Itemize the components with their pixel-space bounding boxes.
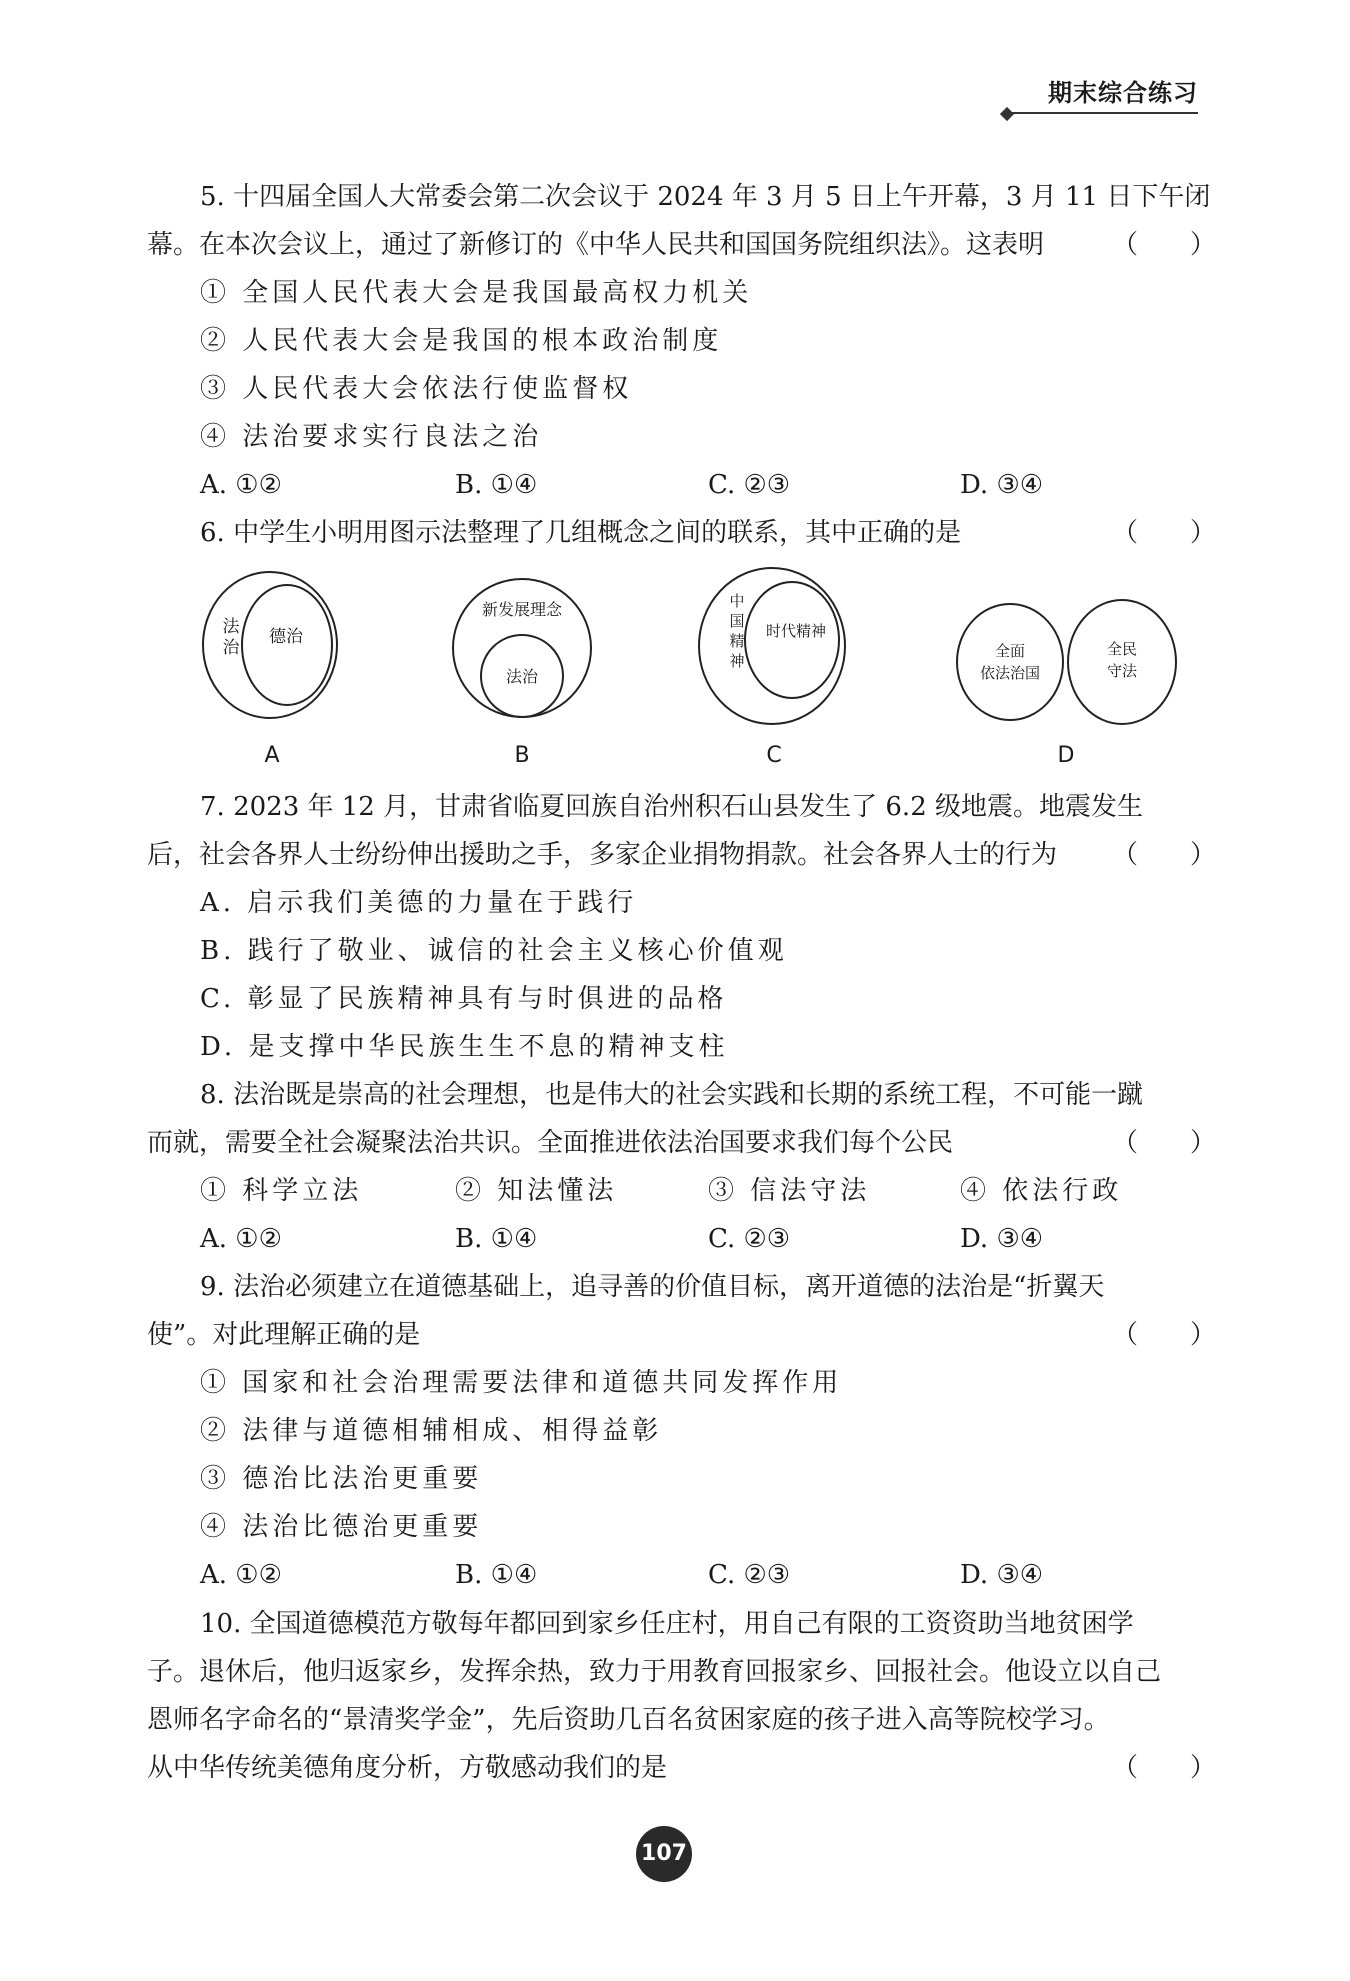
- q8-item-4: ④ 依法行政: [960, 1176, 1123, 1206]
- diagram-b-inner-label: 法治: [505, 667, 539, 686]
- diagram-a-outer-char1: 法: [222, 617, 240, 637]
- q10-stem-line3: 恩师名字命名的“景清奖学金”，先后资助几百名贫困家庭的孩子进入高等院校学习。: [147, 1705, 1110, 1735]
- q7-stem-line1: 7. 2023 年 12 月，甘肃省临夏回族自治州积石山县发生了 6.2 级地震。地震发生: [200, 792, 1143, 822]
- diagram-b: [453, 579, 591, 768]
- q5-choice-b: B. ①④: [455, 470, 538, 500]
- q5-stem-line2: 幕。在本次会议上，通过了新修订的《中华人民共和国国务院组织法》。这表明: [147, 230, 1045, 260]
- q9-item-2: ② 法律与道德相辅相成、相得益彰: [200, 1416, 663, 1446]
- diagram-a-inner-label: 德治: [269, 627, 303, 647]
- q5-item-1: ① 全国人民代表大会是我国最高权力机关: [200, 278, 753, 308]
- diagram-d-right-line1: 全民: [1106, 640, 1138, 658]
- q7-option-c: C. 彰显了民族精神具有与时俱进的品格: [200, 984, 728, 1014]
- diamond-icon: [1000, 107, 1014, 121]
- diagram-a: [203, 572, 337, 768]
- q9-item-1: ① 国家和社会治理需要法律和道德共同发挥作用: [200, 1368, 843, 1398]
- header-title: 期末综合练习: [1048, 79, 1198, 107]
- q9-choice-d: D. ③④: [960, 1560, 1044, 1590]
- q10-answer-bracket: （ ）: [1112, 1753, 1217, 1783]
- q8-item-3: ③ 信法守法: [708, 1176, 871, 1206]
- diagram-b-outer-label: 新发展理念: [481, 600, 563, 619]
- diagram-c-outer-char2: 国: [729, 612, 745, 630]
- q6-stem: 6. 中学生小明用图示法整理了几组概念之间的联系，其中正确的是: [200, 518, 962, 548]
- q5-choice-a: A. ①②: [200, 470, 282, 500]
- diagram-c-letter: C: [766, 743, 782, 768]
- diagram-d: [957, 600, 1176, 768]
- q9-choice-a: A. ①②: [200, 1560, 282, 1590]
- q8-choice-b: B. ①④: [455, 1224, 538, 1254]
- q7-stem-line2: 后，社会各界人士纷纷伸出援助之手，多家企业捐物捐款。社会各界人士的行为: [147, 840, 1058, 870]
- q7-option-a: A. 启示我们美德的力量在于践行: [200, 888, 638, 918]
- q7-option-d: D. 是支撑中华民族生生不息的精神支柱: [200, 1032, 729, 1062]
- q5-item-3: ③ 人民代表大会依法行使监督权: [200, 374, 633, 404]
- q9-stem-line2: 使”。对此理解正确的是: [147, 1320, 421, 1350]
- q9-choice-c: C. ②③: [708, 1560, 791, 1590]
- q5-choice-c: C. ②③: [708, 470, 791, 500]
- q5-answer-bracket: （ ）: [1112, 230, 1217, 260]
- diagram-c-outer-char1: 中: [729, 592, 745, 610]
- q9-item-4: ④ 法治比德治更重要: [200, 1512, 483, 1542]
- q8-choice-c: C. ②③: [708, 1224, 791, 1254]
- diagram-a-letter: A: [264, 743, 280, 768]
- q10-stem-line2: 子。退休后，他归返家乡，发挥余热，致力于用教育回报家乡、回报社会。他设立以自己: [147, 1657, 1162, 1687]
- diagram-d-right-line2: 守法: [1106, 662, 1138, 680]
- q8-choice-a: A. ①②: [200, 1224, 282, 1254]
- q7-option-b: B. 践行了敬业、诚信的社会主义核心价值观: [200, 936, 788, 966]
- q5-choice-d: D. ③④: [960, 470, 1044, 500]
- q8-choice-d: D. ③④: [960, 1224, 1044, 1254]
- q8-stem-line2: 而就，需要全社会凝聚法治共识。全面推进依法治国要求我们每个公民: [147, 1128, 954, 1158]
- q5-item-4: ④ 法治要求实行良法之治: [200, 422, 543, 452]
- q9-answer-bracket: （ ）: [1112, 1320, 1217, 1350]
- q8-stem-line1: 8. 法治既是崇高的社会理想，也是伟大的社会实践和长期的系统工程，不可能一蹴: [200, 1080, 1144, 1110]
- q9-choice-b: B. ①④: [455, 1560, 538, 1590]
- q7-answer-bracket: （ ）: [1112, 840, 1217, 870]
- diagram-d-left-line1: 全面: [994, 642, 1026, 660]
- q5-item-2: ② 人民代表大会是我国的根本政治制度: [200, 326, 723, 356]
- page-number-badge: 107: [636, 1826, 692, 1882]
- q5-stem-line1: 5. 十四届全国人大常委会第二次会议于 2024 年 3 月 5 日上午开幕，3 月 11 日下午闭: [200, 182, 1211, 212]
- q9-item-3: ③ 德治比法治更重要: [200, 1464, 483, 1494]
- page-header: [1010, 78, 1198, 114]
- q8-item-2: ② 知法懂法: [455, 1176, 618, 1206]
- diagram-c-outer-char4: 神: [729, 652, 745, 670]
- q8-answer-bracket: （ ）: [1112, 1128, 1217, 1158]
- diagram-b-letter: B: [514, 743, 530, 768]
- diagram-d-letter: D: [1057, 743, 1075, 768]
- q10-stem-line4: 从中华传统美德角度分析，方敬感动我们的是: [147, 1753, 668, 1783]
- q8-item-1: ① 科学立法: [200, 1176, 363, 1206]
- q10-stem-line1: 10. 全国道德模范方敬每年都回到家乡任庄村，用自己有限的工资资助当地贫困学: [200, 1609, 1134, 1639]
- q6-answer-bracket: （ ）: [1112, 518, 1217, 548]
- diagram-d-left-line2: 依法治国: [979, 664, 1041, 682]
- diagram-a-outer-char2: 治: [222, 638, 240, 658]
- diagram-c-outer-char3: 精: [729, 632, 745, 650]
- diagram-c: [699, 568, 845, 768]
- q9-stem-line1: 9. 法治必须建立在道德基础上，追寻善的价值目标，离开道德的法治是“折翼天: [200, 1272, 1105, 1302]
- diagram-c-inner-label: 时代精神: [765, 622, 827, 640]
- concept-diagrams: [190, 560, 1210, 768]
